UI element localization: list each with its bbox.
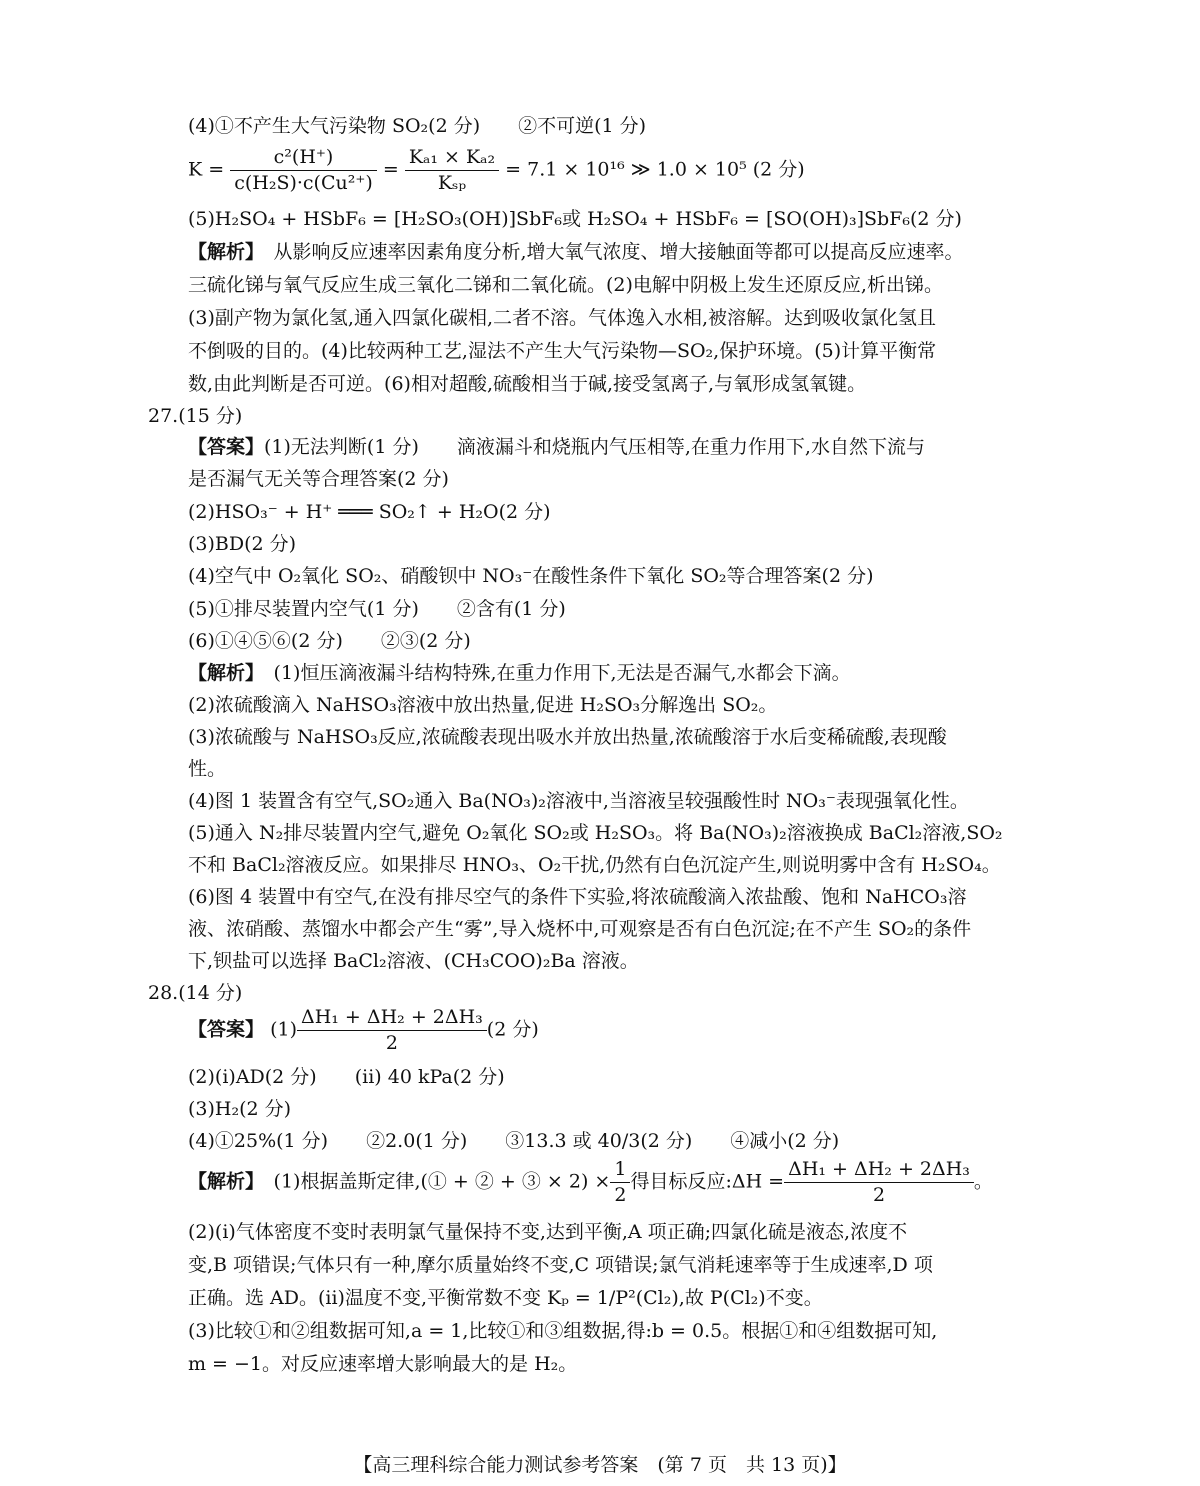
q27-analysis-3-cont: 性。 xyxy=(188,758,227,780)
q27-answer-6: (6)①④⑤⑥(2 分) ②③(2 分) xyxy=(188,630,471,652)
q28-heading: 28.(14 分) xyxy=(148,982,243,1004)
answer-1-fraction xyxy=(297,1008,487,1053)
k-denominator-1: c(H₂S)·c(Cu²⁺) xyxy=(234,172,373,194)
answer-text: (1)无法判断(1 分) 滴液漏斗和烧瓶内气压相等,在重力作用下,水自然下流与 xyxy=(264,436,925,458)
q28-analysis-3: (3)比较①和②组数据可知,a = 1,比较①和③组数据,得:b = 0.5。根据①和④组数据可知, xyxy=(188,1320,938,1342)
page-footer: 【高三理科综合能力测试参考答案 (第 7 页 共 13 页)】 xyxy=(353,1454,847,1476)
q27-answer-1 xyxy=(188,438,1060,457)
q28-answer-3: (3)H₂(2 分) xyxy=(188,1098,292,1120)
q27-answer-5: (5)①排尽装置内空气(1 分) ②含有(1 分) xyxy=(188,598,566,620)
q28-answer-1 xyxy=(188,1008,1060,1053)
answer-1-score: (2 分) xyxy=(486,1018,539,1041)
half-denominator: 2 xyxy=(614,1184,627,1206)
answer-1-prefix: (1) xyxy=(270,1018,297,1041)
k-symbol: K = xyxy=(188,158,225,181)
q28-answer-4: (4)①25%(1 分) ②2.0(1 分) ③13.3 或 40/3(2 分) ④减小(2 分) xyxy=(188,1130,840,1152)
k-fraction-2 xyxy=(405,148,499,193)
k-numerator-2: Kₐ₁ × Kₐ₂ xyxy=(405,148,499,171)
q26-analysis-line-2: 三硫化锑与氧气反应生成三氧化二锑和二氧化硫。(2)电解中阴极上发生还原反应,析出锑。 xyxy=(188,274,943,296)
q27-answer-1-cont: 是否漏气无关等合理答案(2 分) xyxy=(188,468,449,490)
q27-analysis-6: (6)图 4 装置中有空气,在没有排尽空气的条件下实验,将浓硫酸滴入浓盐酸、饱和 NaHCO₃溶 xyxy=(188,886,967,908)
q28-analysis-1 xyxy=(188,1160,1060,1205)
analysis-1-end: 。 xyxy=(973,1170,993,1193)
analysis-1-prefix: (1)根据盖斯定律,(① + ② + ③ × 2) × xyxy=(273,1170,611,1193)
k-equals: = xyxy=(382,158,399,181)
q28-answer-2: (2)(i)AD(2 分) (ii) 40 kPa(2 分) xyxy=(188,1066,505,1088)
q28-analysis-3-cont: m = −1。对反应速率增大影响最大的是 H₂。 xyxy=(188,1353,578,1375)
q26-analysis-line-3: (3)副产物为氯化氢,通入四氯化碳相,二者不溶。气体逸入水相,被溶解。达到吸收氯化氢且 xyxy=(188,307,937,329)
delta-h-fraction xyxy=(784,1160,974,1205)
q26-analysis-line-1 xyxy=(188,243,1060,262)
answer-1-denominator: 2 xyxy=(385,1032,398,1054)
q27-analysis-4: (4)图 1 装置含有空气,SO₂通入 Ba(NO₃)₂溶液中,当溶液呈较强酸性时 NO₃⁻表现强氧化性。 xyxy=(188,790,969,812)
half-fraction xyxy=(610,1160,630,1205)
answer-1-numerator: ΔH₁ + ΔH₂ + 2ΔH₃ xyxy=(297,1008,487,1031)
analysis-1-mid: 得目标反应:ΔH = xyxy=(630,1170,785,1193)
q27-analysis-5-cont: 不和 BaCl₂溶液反应。如果排尽 HNO₃、O₂干扰,仍然有白色沉淀产生,则说明雾中含有 H₂SO₄。 xyxy=(188,854,1001,876)
q28-analysis-2-cont2: 正确。选 AD。(ii)温度不变,平衡常数不变 Kₚ = 1/P²(Cl₂),故 P(Cl₂)不变。 xyxy=(188,1287,823,1309)
q26-answer-5: (5)H₂SO₄ + HSbF₆ = [H₂SO₃(OH)]SbF₆或 H₂SO₄ + HSbF₆ = [SO(OH)₃]SbF₆(2 分) xyxy=(188,208,962,230)
half-numerator: 1 xyxy=(610,1160,630,1183)
q27-analysis-2: (2)浓硫酸滴入 NaHSO₃溶液中放出热量,促进 H₂SO₃分解逸出 SO₂。 xyxy=(188,694,778,716)
q26-equilibrium-constant xyxy=(188,148,1060,193)
q27-answer-2: (2)HSO₃⁻ + H⁺ ═══ SO₂↑ + H₂O(2 分) xyxy=(188,501,551,523)
analysis-label: 【解析】 xyxy=(188,662,255,684)
q27-answer-4: (4)空气中 O₂氧化 SO₂、硝酸钡中 NO₃⁻在酸性条件下氧化 SO₂等合理答案(2 分) xyxy=(188,565,874,587)
q27-analysis-6-cont2: 下,钡盐可以选择 BaCl₂溶液、(CH₃COO)₂Ba 溶液。 xyxy=(188,950,639,972)
q27-answer-3: (3)BD(2 分) xyxy=(188,533,297,555)
q27-analysis-1 xyxy=(188,664,1060,683)
answer-label: 【答案】 xyxy=(188,436,265,458)
delta-h-numerator: ΔH₁ + ΔH₂ + 2ΔH₃ xyxy=(784,1160,974,1183)
q26-analysis-line-5: 数,由此判断是否可逆。(6)相对超酸,硫酸相当于碱,接受氢离子,与氧形成氢氧键。 xyxy=(188,373,867,395)
analysis-text: (1)恒压滴液漏斗结构特殊,在重力作用下,无法是否漏气,水都会下滴。 xyxy=(273,662,851,684)
q27-heading: 27.(15 分) xyxy=(148,405,243,427)
delta-h-denominator: 2 xyxy=(872,1184,886,1206)
q28-analysis-2: (2)(i)气体密度不变时表明氯气量保持不变,达到平衡,A 项正确;四氯化硫是液态,浓度不 xyxy=(188,1221,908,1243)
q28-analysis-2-cont: 变,B 项错误;气体只有一种,摩尔质量始终不变,C 项错误;氯气消耗速率等于生成速率,D 项 xyxy=(188,1254,933,1276)
answer-label: 【答案】 xyxy=(188,1018,265,1041)
k-numerator-1: c²(H⁺) xyxy=(230,148,377,171)
q27-analysis-6-cont: 液、浓硝酸、蒸馏水中都会产生“雾”,导入烧杯中,可观察是否有白色沉淀;在不产生 SO₂的条件 xyxy=(188,918,972,940)
q26-answer-4: (4)①不产生大气污染物 SO₂(2 分) ②不可逆(1 分) xyxy=(188,115,647,137)
analysis-text: 从影响反应速率因素角度分析,增大氧气浓度、增大接触面等都可以提高反应速率。 xyxy=(254,241,964,263)
k-denominator-2: Kₛₚ xyxy=(437,172,467,194)
analysis-label: 【解析】 xyxy=(188,241,255,263)
q27-analysis-3: (3)浓硫酸与 NaHSO₃反应,浓硫酸表现出吸水并放出热量,浓硫酸溶于水后变稀硫酸,表现酸 xyxy=(188,726,947,748)
k-fraction-1 xyxy=(230,148,377,193)
q27-analysis-5: (5)通入 N₂排尽装置内空气,避免 O₂氧化 SO₂或 H₂SO₃。将 Ba(NO₃)₂溶液换成 BaCl₂溶液,SO₂ xyxy=(188,822,1003,844)
k-value: = 7.1 × 10¹⁶ ≫ 1.0 × 10⁵ (2 分) xyxy=(505,158,805,181)
analysis-label: 【解析】 xyxy=(188,1170,255,1193)
q26-analysis-line-4: 不倒吸的目的。(4)比较两种工艺,湿法不产生大气污染物—SO₂,保护环境。(5)计算平衡常 xyxy=(188,340,937,362)
